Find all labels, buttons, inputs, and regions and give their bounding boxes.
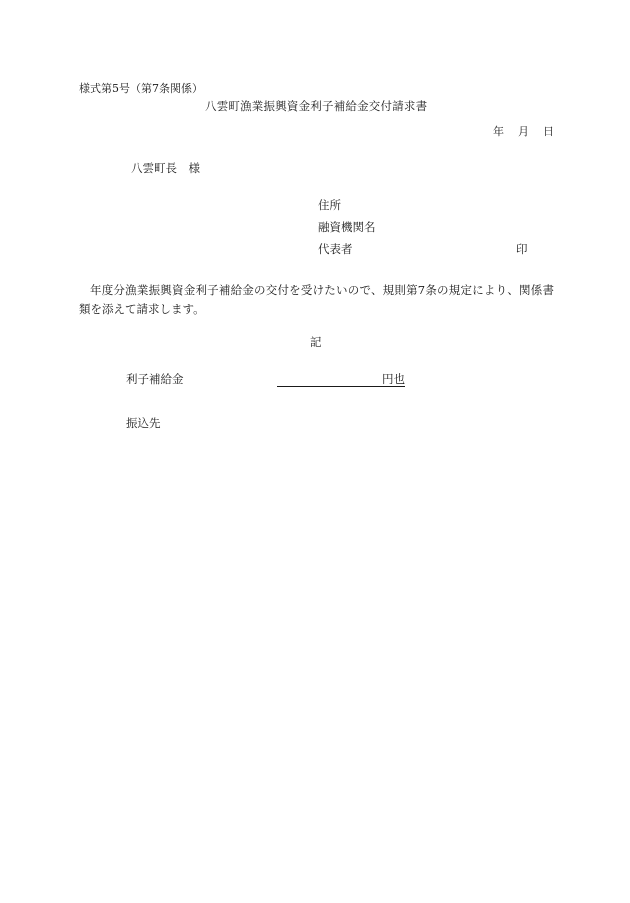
date-day-label: 日 bbox=[543, 125, 554, 138]
date-year-label: 年 bbox=[493, 125, 504, 138]
addressee: 八雲町長 様 bbox=[131, 161, 200, 175]
amount-label: 利子補給金 bbox=[126, 372, 184, 386]
institution-label: 融資機関名 bbox=[318, 220, 376, 234]
date-month-label: 月 bbox=[518, 125, 529, 138]
amount-unit: 円也 bbox=[382, 372, 405, 386]
ki-heading: 記 bbox=[310, 335, 322, 349]
form-number: 様式第5号（第7条関係） bbox=[79, 82, 203, 95]
address-label: 住所 bbox=[318, 198, 341, 212]
seal-label: 印 bbox=[516, 242, 528, 256]
amount-underline bbox=[277, 386, 405, 387]
representative-label: 代表者 bbox=[318, 242, 353, 256]
document-title: 八雲町漁業振興資金利子補給金交付請求書 bbox=[205, 99, 428, 113]
date-line bbox=[493, 126, 554, 137]
request-statement: 年度分漁業振興資金利子補給金の交付を受けたいので、規則第7条の規定により、関係書類を添えて請求します。 bbox=[79, 283, 554, 316]
transfer-destination-label: 振込先 bbox=[126, 416, 161, 430]
